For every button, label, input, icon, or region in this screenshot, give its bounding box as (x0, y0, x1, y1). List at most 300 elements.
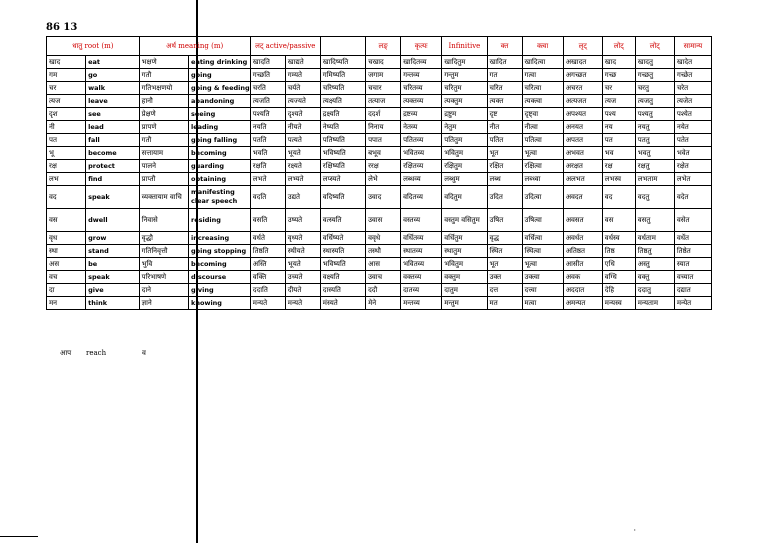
table-cell: वदितव्य (401, 186, 442, 209)
table-row (47, 147, 712, 160)
table-cell: त्यक्त (487, 95, 522, 108)
table-cell: वद (602, 186, 635, 209)
table-row (47, 95, 712, 108)
table-cell: रक्षतु (635, 160, 674, 173)
table-cell: चरित (487, 82, 522, 95)
table-cell: त्यक्तुम (442, 95, 487, 108)
table-cell: खाद्यते (285, 56, 320, 69)
table-row (47, 232, 712, 245)
trailing-english: reach (86, 349, 107, 357)
table-cell: खाद (602, 56, 635, 69)
table-cell: त्यजेत (674, 95, 711, 108)
header-ktva: क्त्वा (522, 37, 563, 56)
table-cell: गम्यते (285, 69, 320, 82)
table-cell: पत्यते (285, 134, 320, 147)
table-row (47, 56, 712, 69)
table-cell: द्रष्टव्य (401, 108, 442, 121)
table-cell: स्थित (487, 245, 522, 258)
page-number: 86 13 (46, 22, 78, 33)
table-cell: find (86, 173, 140, 186)
table-cell: भवतु (635, 147, 674, 160)
table-cell: speak (86, 186, 140, 209)
table-row (47, 160, 712, 173)
table-cell: खादेत (674, 56, 711, 69)
table-cell: नयतु (635, 121, 674, 134)
table-cell: knowing (189, 297, 251, 310)
table-cell: देहि (602, 284, 635, 297)
table-cell: उष्यते (285, 209, 320, 232)
table-cell: आसीत (563, 258, 602, 271)
table-cell: उवाद (366, 186, 401, 209)
table-cell: अचरत (563, 82, 602, 95)
table-cell: वस (602, 209, 635, 232)
table-row (47, 173, 712, 186)
table-cell: भवितव्य (401, 147, 442, 160)
table-cell: अददात (563, 284, 602, 297)
table-cell: वर्धित्वा (522, 232, 563, 245)
table-cell: भूत (487, 258, 522, 271)
table-row (47, 186, 712, 209)
table-cell: guarding (189, 160, 251, 173)
header-lot2: लोट् (635, 37, 674, 56)
table-cell: पालने (139, 160, 188, 173)
header-root: धातु root (m) (47, 37, 140, 56)
table-cell: गतौ (139, 69, 188, 82)
table-cell: उक्त्वा (522, 271, 563, 284)
table-cell: पत (47, 134, 86, 147)
table-cell: be (86, 258, 140, 271)
table-cell: तत्याज (366, 95, 401, 108)
table-cell: दास्यति (320, 284, 365, 297)
table-row (47, 121, 712, 134)
table-cell: मंस्यते (320, 297, 365, 310)
table-cell: स्यात (674, 258, 711, 271)
table-cell: दातव्य (401, 284, 442, 297)
table-cell: ददर्श (366, 108, 401, 121)
table-cell: पतित (487, 134, 522, 147)
table-cell: चरितुम (442, 82, 487, 95)
table-cell: उच्यते (285, 271, 320, 284)
table-cell: भूयते (285, 147, 320, 160)
table-cell: अस्ति (250, 258, 285, 271)
table-cell: उवाच (366, 271, 401, 284)
table-cell: dwell (86, 209, 140, 232)
table-cell: त्यजतु (635, 95, 674, 108)
table-cell: भूत्वा (522, 258, 563, 271)
table-cell: वृद्ध (487, 232, 522, 245)
table-row (47, 108, 712, 121)
table-cell: ददाति (250, 284, 285, 297)
table-cell: भुवि (139, 258, 188, 271)
table-cell: दातुम (442, 284, 487, 297)
table-row (47, 284, 712, 297)
corner-mark-line (0, 536, 38, 537)
table-cell: abandoning (189, 95, 251, 108)
table-cell: वर्धेत (674, 232, 711, 245)
table-cell: वक्ति (250, 271, 285, 284)
table-cell: भूत्वा (522, 147, 563, 160)
table-cell: रक्षितव्य (401, 160, 442, 173)
table-cell: चखाद (366, 56, 401, 69)
table-cell: लभते (250, 173, 285, 186)
table-row (47, 245, 712, 258)
table-cell: see (86, 108, 140, 121)
table-cell: अस्तु (635, 258, 674, 271)
table-cell: वच्यात (674, 271, 711, 284)
table-cell: व्यक्तायाम वाचि (139, 186, 188, 209)
verb-conjugation-table (46, 36, 712, 310)
table-cell: चर्यते (285, 82, 320, 95)
table-cell: walk (86, 82, 140, 95)
trailing-row (46, 349, 206, 361)
table-cell: eat (86, 56, 140, 69)
table-cell: त्यज (602, 95, 635, 108)
table-cell: तिष्ठति (250, 245, 285, 258)
table-cell: लप्स्यते (320, 173, 365, 186)
table-cell: leading (189, 121, 251, 134)
table-cell: ररक्ष (366, 160, 401, 173)
table-cell: चरिष्यति (320, 82, 365, 95)
table-cell: गन्तव्य (401, 69, 442, 82)
table-cell: दत्त्वा (522, 284, 563, 297)
table-cell: पश्य (602, 108, 635, 121)
table-cell: गत (487, 69, 522, 82)
table-cell: नीत्वा (522, 121, 563, 134)
header-lrt (320, 37, 365, 56)
table-cell: मन्यताम (635, 297, 674, 310)
table-cell: manifesting clear speech (189, 186, 251, 209)
table-cell: पपात (366, 134, 401, 147)
table-row (47, 271, 712, 284)
header-krtya: कृत्यः (401, 37, 442, 56)
table-cell: अपतत (563, 134, 602, 147)
table-cell: मन्यते (285, 297, 320, 310)
header-lat-active-passive: लट् active/passive (250, 37, 320, 56)
table-cell: खादतु (635, 56, 674, 69)
table-cell: चर (47, 82, 86, 95)
table-cell: दत्त (487, 284, 522, 297)
table-cell: becoming (189, 147, 251, 160)
table-cell: रक्ष (47, 160, 86, 173)
table-cell: मन्तव्य (401, 297, 442, 310)
table-cell: लेभे (366, 173, 401, 186)
table-cell: अखादत (563, 56, 602, 69)
table-cell: वक्तव्य (401, 271, 442, 284)
table-cell: नी (47, 121, 86, 134)
table-cell: त्यक्त्वा (522, 95, 563, 108)
table-cell: वृध्यते (285, 232, 320, 245)
table-cell: भव (602, 147, 635, 160)
table-cell: भू (47, 147, 86, 160)
table-cell: तिष्ठतु (635, 245, 674, 258)
table-cell: eating drinking (189, 56, 251, 69)
table-cell: वसतु (635, 209, 674, 232)
table-cell: पतितुम (442, 134, 487, 147)
table-cell: भवितुम (442, 147, 487, 160)
table-cell: रक्षति (250, 160, 285, 173)
table-cell: चचार (366, 82, 401, 95)
table-cell: गच्छतु (635, 69, 674, 82)
table-cell: भवति (250, 147, 285, 160)
table-cell: भवेत (674, 147, 711, 160)
table-cell: अवदत (563, 186, 602, 209)
table-cell: increasing (189, 232, 251, 245)
table-cell: त्यज्यते (285, 95, 320, 108)
header-lrt2: लृट् (563, 37, 602, 56)
table-cell: हानौ (139, 95, 188, 108)
table-cell: भूत (487, 147, 522, 160)
table-cell: पश्येत (674, 108, 711, 121)
table-cell: तिष्ठ (602, 245, 635, 258)
table-cell: going & feeding (189, 82, 251, 95)
table-cell: खादित (487, 56, 522, 69)
table-cell: निनाय (366, 121, 401, 134)
table-cell: अगच्छत (563, 69, 602, 82)
table-cell: खादित्वा (522, 56, 563, 69)
table-cell: चरित्वा (522, 82, 563, 95)
table-cell: आस (366, 258, 401, 271)
table-cell: निवासे (139, 209, 188, 232)
table-cell: परिभाषणे (139, 271, 188, 284)
table-row (47, 297, 712, 310)
table-cell: मत्वा (522, 297, 563, 310)
table-cell: वदेत (674, 186, 711, 209)
table-cell: वसति (250, 209, 285, 232)
table-cell: जगाम (366, 69, 401, 82)
table-cell: वृद्धौ (139, 232, 188, 245)
table-cell: भवितव्य (401, 258, 442, 271)
table-cell: ददातु (635, 284, 674, 297)
table-cell: रक्षितुम (442, 160, 487, 173)
table-row (47, 69, 712, 82)
table-cell: गतौ (139, 134, 188, 147)
table-cell: residing (189, 209, 251, 232)
table-cell: रक्षित्वा (522, 160, 563, 173)
table-cell: चर (602, 82, 635, 95)
table-cell: द्रक्ष्यति (320, 108, 365, 121)
table-cell: leave (86, 95, 140, 108)
table-cell: मन्यस्व (602, 297, 635, 310)
table-cell: going falling (189, 134, 251, 147)
table-cell: वर्धितुम (442, 232, 487, 245)
table-cell: लब्ध (487, 173, 522, 186)
table-cell: तस्थौ (366, 245, 401, 258)
table-cell: वदिष्यति (320, 186, 365, 209)
table-cell: वर्धिष्यते (320, 232, 365, 245)
table-cell: उदित (487, 186, 522, 209)
table-cell: वस्तव्य (401, 209, 442, 232)
table-cell: मन्तुम (442, 297, 487, 310)
table-cell: नय (602, 121, 635, 134)
table-cell: स्थातुम (442, 245, 487, 258)
table-cell: ववृधे (366, 232, 401, 245)
table-cell: गतिनिवृत्तौ (139, 245, 188, 258)
table-cell: भविष्यति (320, 258, 365, 271)
table-cell: पतितव्य (401, 134, 442, 147)
table-cell: गत्वा (522, 69, 563, 82)
table-cell: नेतव्य (401, 121, 442, 134)
table-cell: ज्ञाने (139, 297, 188, 310)
table-cell: भूयते (285, 258, 320, 271)
trailing-meaning: व (142, 349, 146, 357)
table-cell: भवितुम (442, 258, 487, 271)
table-cell: खाद (47, 56, 86, 69)
table-cell: दाने (139, 284, 188, 297)
table-cell: अनयत (563, 121, 602, 134)
table-cell: रक्ष्यते (285, 160, 320, 173)
table-cell: going stopping (189, 245, 251, 258)
table-cell: लब्धुम (442, 173, 487, 186)
table-cell: पतित्वा (522, 134, 563, 147)
table-cell: गच्छति (250, 69, 285, 82)
table-cell: become (86, 147, 140, 160)
table-cell: उषित्वा (522, 209, 563, 232)
table-cell: प्राप्तौ (139, 173, 188, 186)
table-cell: द्रष्टुम (442, 108, 487, 121)
table-cell: वद (47, 186, 86, 209)
table-cell: गच्छ (602, 69, 635, 82)
header-kta: क्त (487, 37, 522, 56)
table-cell: पतति (250, 134, 285, 147)
table-cell: अवसत (563, 209, 602, 232)
table-cell: नयेत (674, 121, 711, 134)
table-cell: discourse (189, 271, 251, 284)
table-cell: वच (47, 271, 86, 284)
table-cell: पश्यतु (635, 108, 674, 121)
table-cell: चरतु (635, 82, 674, 95)
table-cell: अमन्यत (563, 297, 602, 310)
table-cell: वर्धितव्य (401, 232, 442, 245)
table-cell: उक्त (487, 271, 522, 284)
table-cell: ददौ (366, 284, 401, 297)
table-cell: मेने (366, 297, 401, 310)
table-cell: पततु (635, 134, 674, 147)
table-cell: गमिष्यति (320, 69, 365, 82)
table-cell: पतेत (674, 134, 711, 147)
table-cell: वदितुम (442, 186, 487, 209)
table-cell: नीत (487, 121, 522, 134)
table-cell: लब्धव्य (401, 173, 442, 186)
table-row (47, 82, 712, 95)
table-cell: अत्यजत (563, 95, 602, 108)
table-cell: वसेत (674, 209, 711, 232)
table-cell: लभस्व (602, 173, 635, 186)
table-cell: fall (86, 134, 140, 147)
table-cell: नयति (250, 121, 285, 134)
table-cell: उद्यते (285, 186, 320, 209)
table-cell: वृध (47, 232, 86, 245)
table-cell: गच्छेत (674, 69, 711, 82)
table-cell: वर्धते (250, 232, 285, 245)
header-infinitive: Infinitive (442, 37, 487, 56)
table-cell: दद्यात (674, 284, 711, 297)
table-cell: रक्षित (487, 160, 522, 173)
table-cell: वर्धस्व (602, 232, 635, 245)
table-cell: प्रेक्षणे (139, 108, 188, 121)
table-cell: स्थीयते (285, 245, 320, 258)
table-cell: खादति (250, 56, 285, 69)
table-cell: स्थित्वा (522, 245, 563, 258)
table-cell: वक्ष्यति (320, 271, 365, 284)
table-cell: lead (86, 121, 140, 134)
table-cell: वत्स्यति (320, 209, 365, 232)
header-lot: लोट् (602, 37, 635, 56)
table-cell: becoming (189, 258, 251, 271)
table-cell: नेतुम (442, 121, 487, 134)
table-cell: भक्षणे (139, 56, 188, 69)
table-cell: दृश (47, 108, 86, 121)
table-cell: नेष्यति (320, 121, 365, 134)
table-cell: बभूव (366, 147, 401, 160)
table-cell: चरितव्य (401, 82, 442, 95)
table-cell: तिष्ठेत (674, 245, 711, 258)
table-cell: अवर्धत (563, 232, 602, 245)
header-samanya: सामान्य (674, 37, 711, 56)
table-cell: चरेत (674, 82, 711, 95)
table-cell: एधि (602, 258, 635, 271)
table-cell: खादिष्यति (320, 56, 365, 69)
table-cell: दा (47, 284, 86, 297)
table-cell: मन्येत (674, 297, 711, 310)
table-cell: चरति (250, 82, 285, 95)
table-cell: पत (602, 134, 635, 147)
table-cell: गतिभक्षणयो (139, 82, 188, 95)
table-cell: स्थातव्य (401, 245, 442, 258)
table-cell: अरक्षत (563, 160, 602, 173)
table-cell: अलभत (563, 173, 602, 186)
table-header-row (47, 37, 712, 56)
table-cell: स्थास्यति (320, 245, 365, 258)
table-row (47, 209, 712, 232)
header-lang: लङ् (366, 37, 401, 56)
table-cell: अपश्यत (563, 108, 602, 121)
trailing-root: आप (60, 349, 72, 357)
table-cell: अतिष्ठत (563, 245, 602, 258)
table-cell: वर्धताम (635, 232, 674, 245)
table-cell: पश्यति (250, 108, 285, 121)
table-cell: speak (86, 271, 140, 284)
table-cell: अवक (563, 271, 602, 284)
table-cell: वक्तु (635, 271, 674, 284)
table-cell: त्यक्तव्य (401, 95, 442, 108)
table-cell: रक्षेत (674, 160, 711, 173)
table-cell: grow (86, 232, 140, 245)
table-cell: दृष्ट्वा (522, 108, 563, 121)
table-cell: think (86, 297, 140, 310)
table-cell: त्यजति (250, 95, 285, 108)
table-cell: पतिष्यति (320, 134, 365, 147)
table-cell: सत्तायाम (139, 147, 188, 160)
table-cell: लभ्यते (285, 173, 320, 186)
table-cell: मन्यते (250, 297, 285, 310)
table-cell: seeing (189, 108, 251, 121)
table-cell: अभवत (563, 147, 602, 160)
stray-dot: · (633, 526, 636, 535)
table-cell: भविष्यति (320, 147, 365, 160)
table-cell: उवास (366, 209, 401, 232)
table-cell: वस (47, 209, 86, 232)
table-cell: वग्धि (602, 271, 635, 284)
table-cell: go (86, 69, 140, 82)
header-meaning: अर्थ meaning (m) (139, 37, 250, 56)
table-cell: उदित्वा (522, 186, 563, 209)
table-cell: obtaining (189, 173, 251, 186)
table-cell: रक्ष (602, 160, 635, 173)
table-cell: त्यक्ष्यति (320, 95, 365, 108)
table-cell: दृष्ट (487, 108, 522, 121)
table-cell: खादितुम (442, 56, 487, 69)
table-cell: लभेत (674, 173, 711, 186)
